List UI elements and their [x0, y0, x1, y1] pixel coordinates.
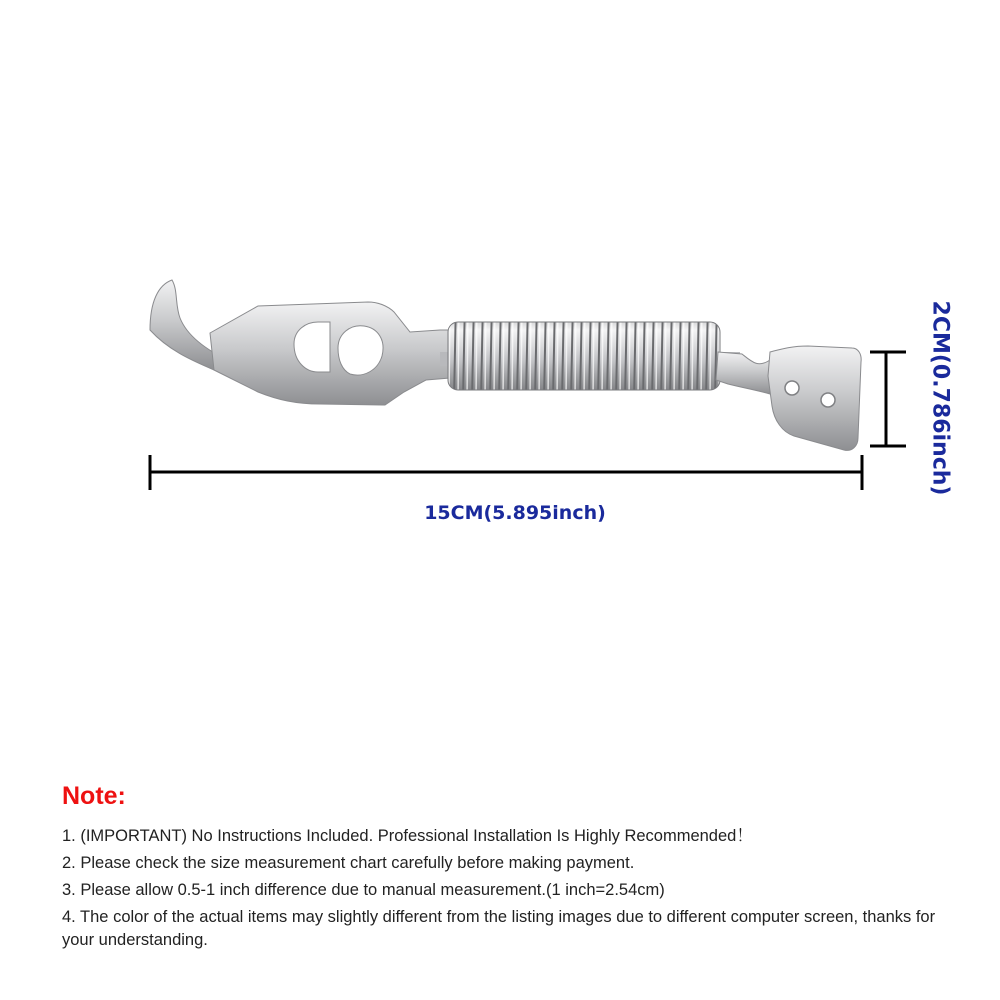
- note-item: 2. Please check the size measurement chart carefully before making payment.: [62, 854, 635, 872]
- note-item: 4. The color of the actual items may slightly different from the listing images due to different computer screen, thanks for your understanding.: [62, 908, 936, 949]
- note-section: [62, 782, 962, 952]
- height-dimension-label: 2CM(0.786inch): [927, 300, 953, 496]
- hinge-right-plate: [768, 346, 861, 450]
- plate-hole-right: [821, 393, 835, 407]
- note-list: [62, 823, 962, 952]
- plate-hole-left: [785, 381, 799, 395]
- hinge-left-plate: [210, 302, 452, 405]
- hinge-spring: [448, 322, 720, 390]
- height-dimension-line: [870, 352, 906, 446]
- note-item: 3. Please allow 0.5-1 inch difference due to manual measurement.(1 inch=2.54cm): [62, 881, 665, 899]
- width-dimension-label: 15CM(5.895inch): [424, 502, 606, 524]
- width-dimension-line: [150, 455, 862, 490]
- note-heading: Note:: [62, 782, 126, 810]
- note-item: 1. (IMPORTANT) No Instructions Included. Professional Installation Is Highly Recommended！: [62, 827, 753, 845]
- hinge-right-arm: [716, 352, 770, 394]
